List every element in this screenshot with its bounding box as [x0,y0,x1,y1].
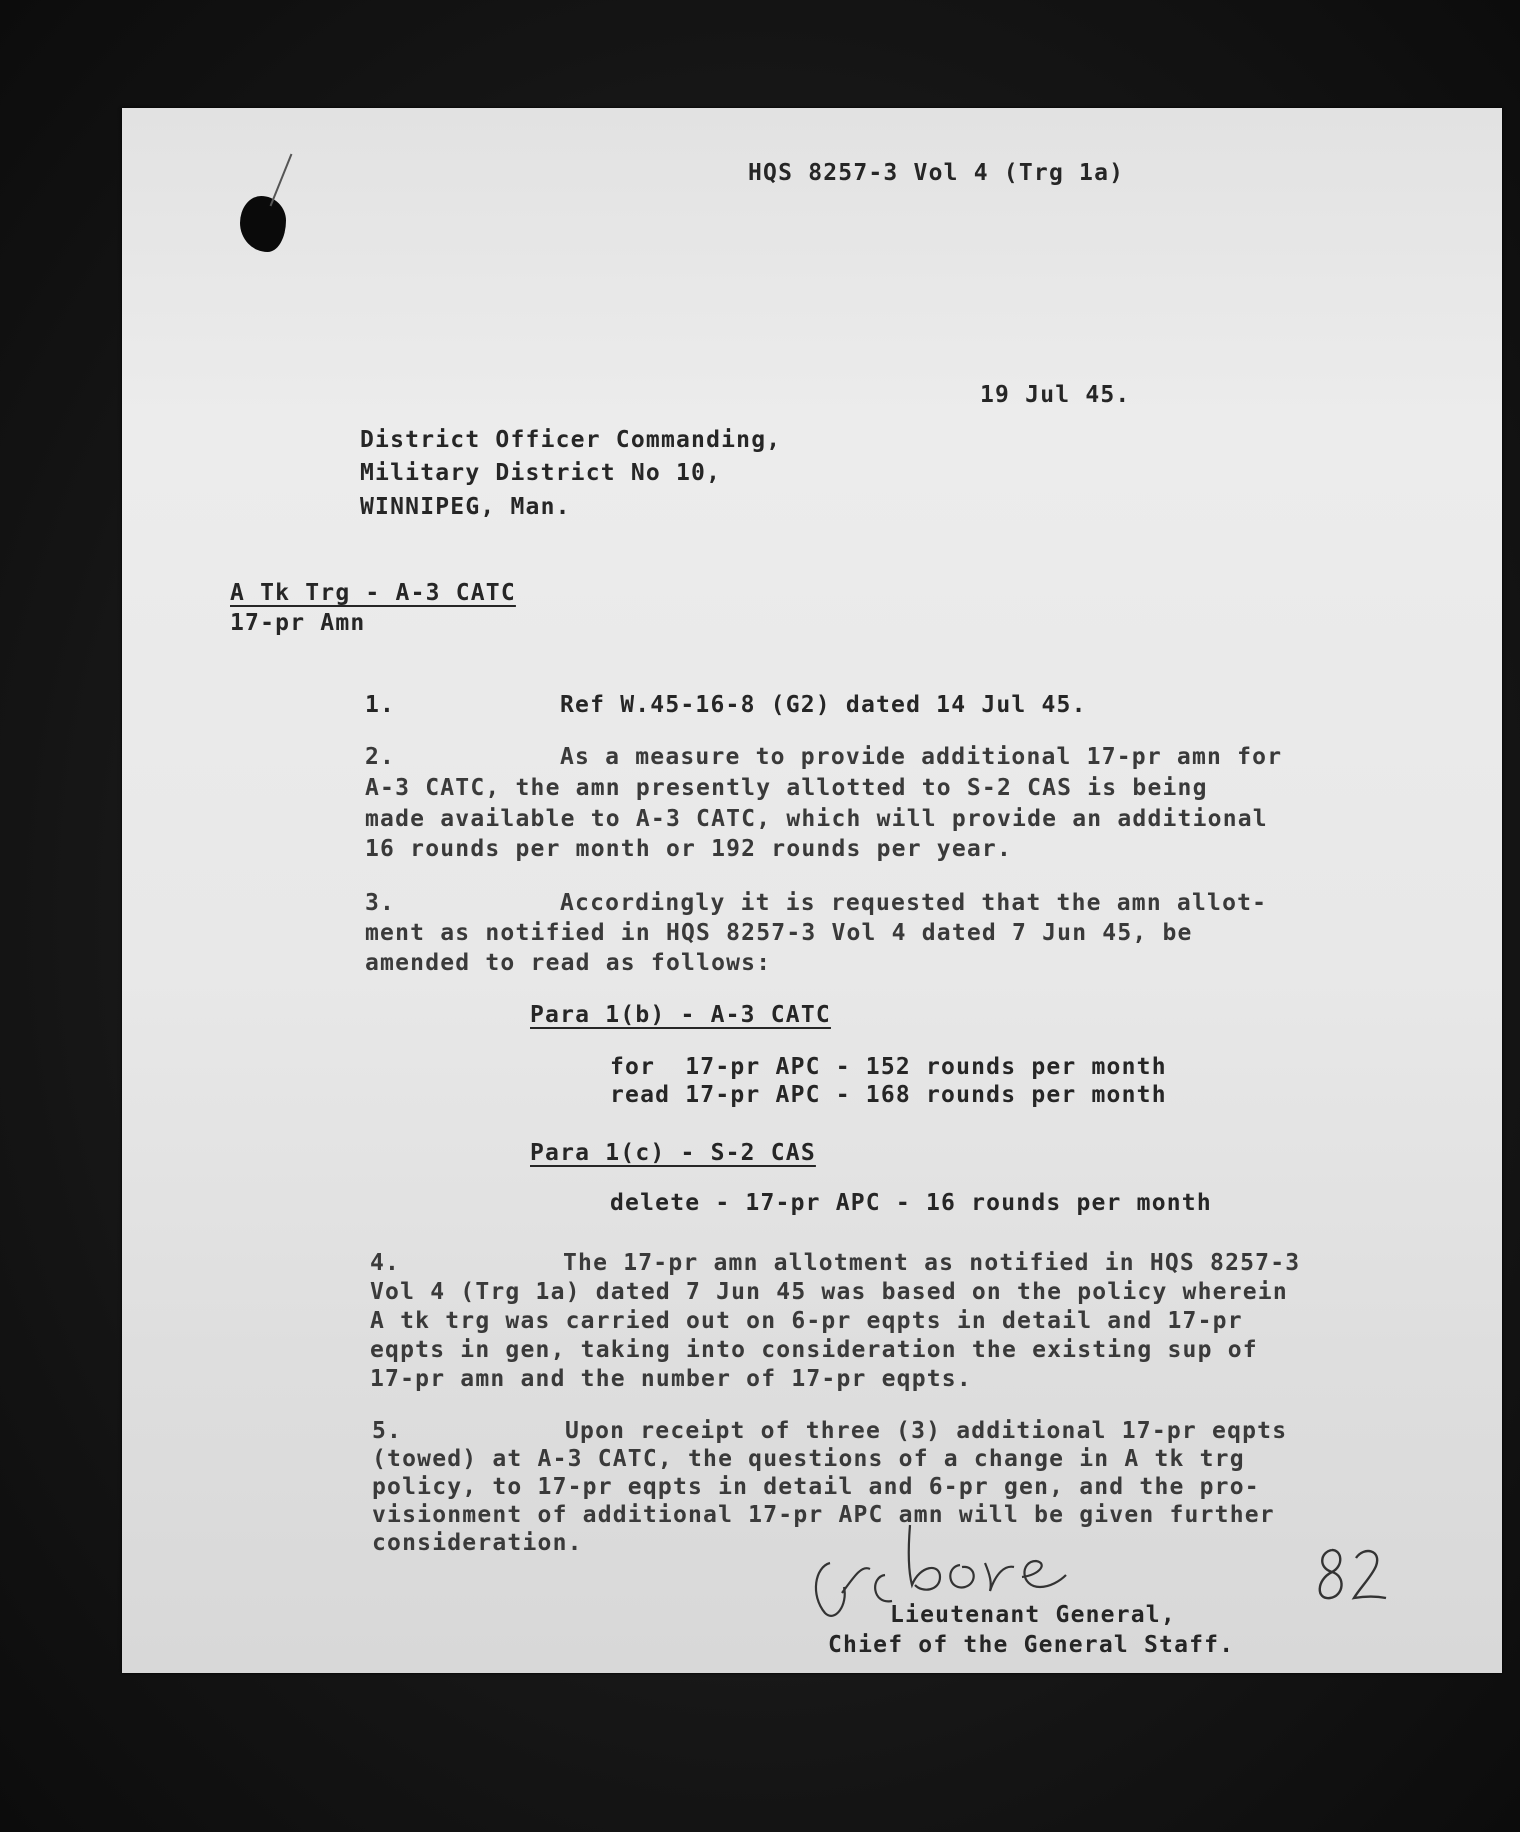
paragraph-line: The 17-pr amn allotment as notified in HQS 8257-3 [563,1250,1301,1276]
amendment-line: for 17-pr APC - 152 rounds per month [610,1054,1167,1080]
sub-heading: Para 1(b) - A-3 CATC [530,1002,831,1028]
addressee-line: WINNIPEG, Man. [360,494,571,520]
letter-date: 19 Jul 45. [980,382,1131,408]
paragraph-line: (towed) at A-3 CATC, the questions of a change in A tk trg [372,1446,1245,1472]
sub-heading: Para 1(c) - S-2 CAS [530,1140,816,1166]
subject-line: 17-pr Amn [230,610,366,636]
subject-line: A Tk Trg - A-3 CATC [230,580,516,606]
para-number: 4. [370,1250,401,1276]
para-number: 5. [372,1418,403,1444]
paragraph-line: amended to read as follows: [365,950,772,976]
folio-number [1310,1540,1390,1610]
paragraph-line: 16 rounds per month or 192 rounds per year. [365,836,1013,862]
paragraph-line: 17-pr amn and the number of 17-pr eqpts. [370,1366,972,1392]
paragraph-line: policy, to 17-pr eqpts in detail and 6-pr gen, and the pro- [372,1474,1260,1500]
paragraph-line: ment as notified in HQS 8257-3 Vol 4 dated 7 Jun 45, be [365,920,1193,946]
addressee-line: Military District No 10, [360,460,722,486]
paragraph-text: Ref W.45-16-8 (G2) dated 14 Jul 45. [560,692,1087,718]
paragraph-line: A-3 CATC, the amn presently allotted to S-2 CAS is being [365,775,1208,801]
para-number: 1. [365,692,396,718]
paragraph-line: Accordingly it is requested that the amn allot- [560,890,1268,916]
amendment-line: delete - 17-pr APC - 16 rounds per month [610,1190,1212,1216]
para-number: 3. [365,890,396,916]
paragraph-line: A tk trg was carried out on 6-pr eqpts in detail and 17-pr [370,1308,1243,1334]
signatory-rank: Lieutenant General, [890,1602,1176,1628]
para-number: 2. [365,744,396,770]
signatory-title: Chief of the General Staff. [828,1632,1235,1658]
amendment-line: read 17-pr APC - 168 rounds per month [610,1082,1167,1108]
paragraph-line: eqpts in gen, taking into consideration the existing sup of [370,1337,1258,1363]
addressee-line: District Officer Commanding, [360,427,782,453]
paragraph-line: made available to A-3 CATC, which will provide an additional [365,806,1268,832]
paragraph-line: consideration. [372,1530,583,1556]
paragraph-line: Upon receipt of three (3) additional 17-pr eqpts [565,1418,1288,1444]
file-reference: HQS 8257-3 Vol 4 (Trg 1a) [748,160,1125,186]
paragraph-line: Vol 4 (Trg 1a) dated 7 Jun 45 was based on the policy wherein [370,1279,1288,1305]
paragraph-line: visionment of additional 17-pr APC amn will be given further [372,1502,1275,1528]
paragraph-line: As a measure to provide additional 17-pr amn for [560,744,1283,770]
